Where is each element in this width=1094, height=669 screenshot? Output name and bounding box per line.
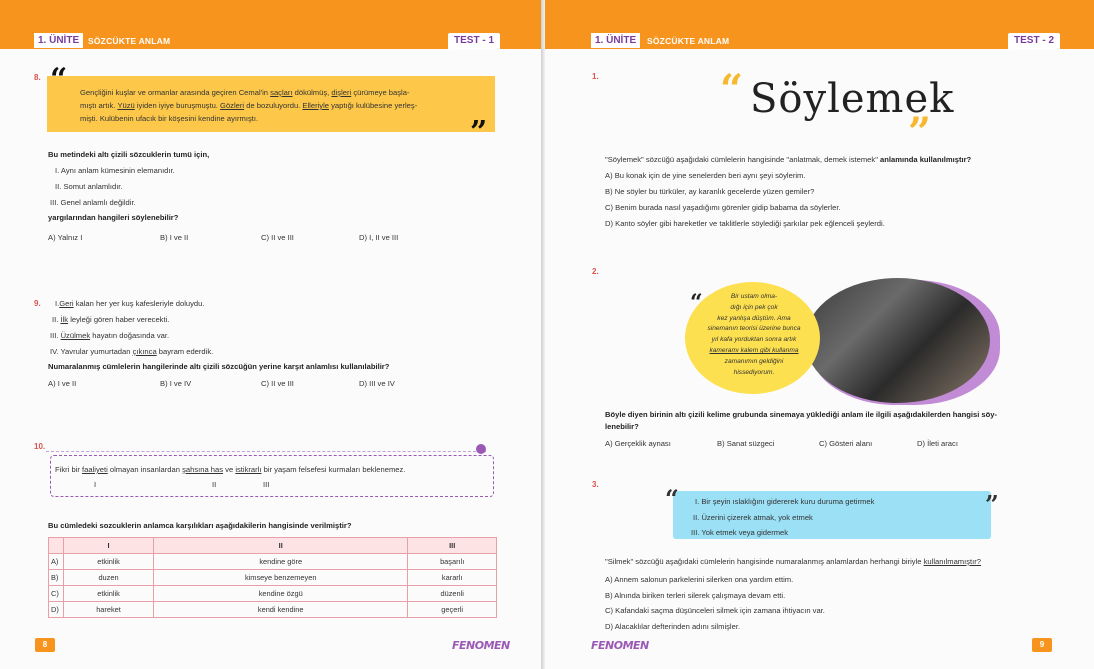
quote-line: hissediyorum. — [733, 368, 775, 376]
question-text: yargılarından hangileri söylenebilir? — [48, 213, 179, 222]
filmmaker-photo — [805, 278, 990, 403]
answer-option[interactable]: D) III ve IV — [359, 379, 395, 388]
table-cell: kimseye benzemeyen — [154, 570, 408, 586]
answer-option[interactable]: C) Benim burada nasıl yaşadığımı görenler gidip babama da söylerler. — [605, 203, 841, 212]
question-text: Bu cümledeki sozcuklerin anlamca karşılıkları aşağıdakilerin hangisinde verilmiştir? — [48, 521, 352, 530]
answer-option[interactable]: D) Alacaklılar defterinden adını silmişler. — [605, 622, 741, 631]
open-quote-icon: “ — [690, 290, 703, 316]
passage-line: mişti. Kulübenin ufacık bir köşesini kendine ayırmıştı. — [80, 114, 259, 123]
table-cell: düzenli — [408, 586, 497, 602]
topic-title: SÖZCÜKTE ANLAM — [647, 36, 730, 46]
quote-line: Bir ustam olma- — [730, 293, 778, 300]
table-cell: duzen — [64, 570, 154, 586]
answer-option[interactable]: C) Gösteri alanı — [819, 439, 873, 448]
option-label[interactable]: C) — [49, 586, 64, 602]
close-quote-icon: ” — [985, 490, 999, 519]
brand-logo: FENOMEN — [452, 639, 510, 652]
answer-option[interactable]: D) İleti aracı — [917, 439, 958, 448]
question-text: Numaralanmış cümlelerin hangilerinde altı çizili sözcüğün yerine karşıt anlamlısı kullanılabilir? — [48, 362, 390, 371]
answer-option[interactable]: B) I ve II — [160, 233, 189, 242]
quote-line: yıl kafa yorduktan sonra artık — [711, 336, 797, 344]
open-quote-icon: “ — [720, 66, 744, 113]
quote-line: sinemanın teorisi üzerine bunca — [707, 325, 801, 333]
answer-option[interactable]: C) II ve III — [261, 379, 294, 388]
unit-tag: 1. ÜNİTE — [591, 33, 640, 48]
answer-option[interactable]: B) Alnında biriken terleri silerek çalışmaya devam etti. — [605, 591, 786, 600]
option-label[interactable]: A) — [49, 554, 64, 570]
option-label[interactable]: B) — [49, 570, 64, 586]
answer-option[interactable]: A) Gerçeklik aynası — [605, 439, 671, 448]
answer-option[interactable]: A) Bu konak için de yine senelerden beri aynı şeyi söylerim. — [605, 171, 806, 180]
right-page — [545, 0, 1094, 669]
answer-option[interactable]: C) II ve III — [261, 233, 294, 242]
question-text: "Silmek" sözcüğü aşağıdaki cümlelerin hangisinde numaralanmış anlamlardan herhangi biriyle kullanılmamıştır? — [605, 557, 982, 566]
table-cell: etkinlik — [64, 586, 154, 602]
answer-option[interactable]: B) I ve IV — [160, 379, 192, 388]
answer-option[interactable]: B) Sanat süzgeci — [717, 439, 775, 448]
page-number: 9 — [1032, 638, 1052, 652]
pin-icon — [476, 444, 486, 454]
answer-option[interactable]: D) Kanto söyler gibi hareketler ve taklitlerle söylediği şarkılar pek eğlenceli şeylerdi. — [605, 219, 885, 228]
answer-option[interactable]: A) I ve II — [48, 379, 77, 388]
table-cell: etkinlik — [64, 554, 154, 570]
table-cell: geçerli — [408, 602, 497, 618]
mark-label: II — [212, 480, 217, 489]
question-text: lenebilir? — [605, 422, 639, 431]
quote-line: kameramı kalem gibi kullanma — [709, 346, 799, 354]
topic-title: SÖZCÜKTE ANLAM — [88, 36, 171, 46]
table-cell: kendine göre — [154, 554, 408, 570]
statement-item: III. Üzülmek hayatın doğasında var. — [50, 331, 170, 340]
statement-item: I. Aynı anlam kümesinin elemanıdır. — [55, 166, 175, 175]
question-number: 3. — [592, 480, 599, 489]
question-number: 10. — [34, 442, 46, 451]
unit-tag: 1. ÜNİTE — [34, 33, 83, 48]
brand-logo: FENOMEN — [591, 639, 649, 652]
answer-option[interactable]: A) Annem salonun parkelerini silerken ona yardım ettim. — [605, 575, 794, 584]
left-page — [0, 0, 541, 669]
table-cell: kendine özgü — [154, 586, 408, 602]
table-cell: başarılı — [408, 554, 497, 570]
answer-option[interactable]: A) Yalnız I — [48, 233, 83, 242]
meaning-item: III. Yok etmek veya gidermek — [691, 528, 789, 537]
table-header-cell: I — [64, 538, 154, 554]
test-tag: TEST - 2 — [1008, 33, 1060, 50]
table-row[interactable] — [49, 586, 497, 602]
close-quote-icon: ” — [908, 109, 932, 156]
statement-item: II. Somut anlamlıdır. — [55, 182, 123, 191]
table-cell: kararlı — [408, 570, 497, 586]
quote-line: kez yanlışa düştüm. Ama — [717, 314, 791, 322]
speech-quote — [693, 292, 815, 378]
table-header-cell — [49, 538, 64, 554]
sentence: Fikri bir faaliyeti olmayan insanlardan şahsına has ve istikrarlı bir yaşam felsefesi kurmaları beklenemez. — [55, 465, 406, 474]
table-row[interactable] — [49, 602, 497, 618]
quote-line: zamanımın geldiğini — [724, 357, 784, 365]
question-number: 8. — [34, 73, 41, 82]
answer-option[interactable]: B) Ne söyler bu türküler, ay karanlık gecelerde yüzen gemiler? — [605, 187, 815, 196]
quote-line: dığı için pek çok — [730, 303, 778, 311]
table-header-row — [49, 538, 497, 554]
question-number: 1. — [592, 72, 599, 81]
test-tag: TEST - 1 — [448, 33, 500, 50]
statement-item: II. İlk leyleği gören haber verecekti. — [52, 315, 170, 324]
table-header-cell: III — [408, 538, 497, 554]
option-label[interactable]: D) — [49, 602, 64, 618]
table-header-cell: II — [154, 538, 408, 554]
statement-item: IV. Yavrular yumurtadan çıkınca bayram ederdik. — [50, 347, 214, 356]
table-cell: kendi kendine — [154, 602, 408, 618]
open-quote-icon: “ — [665, 484, 679, 513]
table-row[interactable] — [49, 554, 497, 570]
title-word: Söylemek — [750, 76, 955, 122]
open-quote-icon: “ — [50, 62, 68, 97]
mark-label: III — [263, 480, 270, 489]
statement-item: I.Geri kalan her yer kuş kafesleriyle doluydu. — [55, 299, 205, 308]
passage-line: mıştı artık. Yüzü iyiden iyiye buruşmuştu. Gözleri de bozuluyordu. Elleriyle yaptığı kulübesine yerleş- — [80, 101, 418, 110]
options-table — [48, 537, 497, 618]
question-number: 2. — [592, 267, 599, 276]
question-text: Böyle diyen birinin altı çizili kelime grubunda sinemaya yüklediği anlam ile ilgili aşağıdakilerden hangisi söy- — [605, 410, 998, 419]
question-stem: Bu metindeki altı çizili sözcuklerin tumü için, — [48, 150, 210, 159]
sentence-frame — [50, 455, 494, 497]
question-text: "Söylemek" sözcüğü aşağıdaki cümlelerin hangisinde "anlatmak, demek istemek" anlamında kullanılmıştır? — [605, 155, 972, 164]
page-number: 8 — [35, 638, 55, 652]
answer-option[interactable]: C) Kafandaki saçma düşünceleri silmek için zamana ihtiyacın var. — [605, 606, 825, 615]
statement-item: III. Genel anlamlı değildir. — [50, 198, 136, 207]
meaning-item: I. Bir şeyin ıslaklığını gidererek kuru duruma getirmek — [695, 497, 875, 506]
passage-line: Gençliğini kuşlar ve ormanlar arasında geçiren Cemal'in saçları dökülmüş, dişleri çürümeye başla- — [80, 88, 410, 97]
close-quote-icon: ” — [470, 115, 488, 150]
divider — [46, 451, 486, 452]
meaning-item: II. Üzerini çizerek atmak, yok etmek — [693, 513, 813, 522]
table-row[interactable] — [49, 570, 497, 586]
mark-label: I — [94, 480, 97, 489]
answer-option[interactable]: D) I, II ve III — [359, 233, 399, 242]
table-cell: hareket — [64, 602, 154, 618]
question-number: 9. — [34, 299, 41, 308]
